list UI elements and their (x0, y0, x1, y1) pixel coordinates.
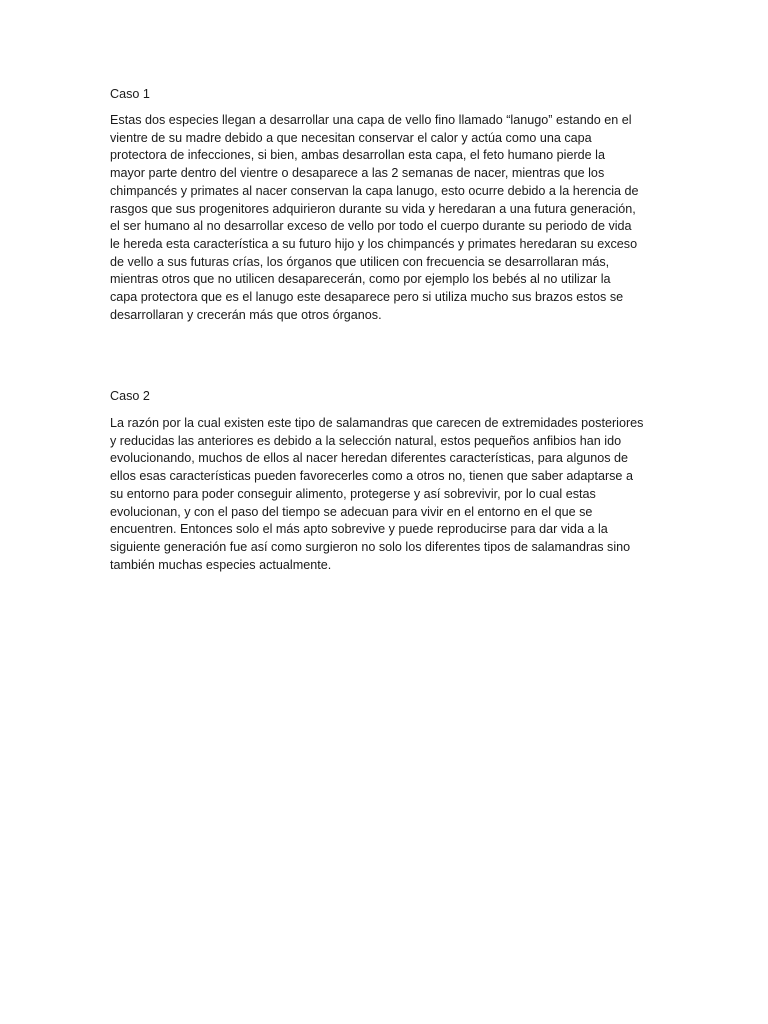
paragraph-line: mientras otros que no utilicen desaparecerán, como por ejemplo los bebés al no utilizar la (110, 272, 611, 287)
paragraph-line: también muchas especies actualmente. (110, 557, 332, 572)
paragraph-line: capa protectora que es el lanugo este desaparece pero si utiliza mucho sus brazos estos se (110, 290, 624, 305)
case-2-paragraph (110, 415, 670, 574)
paragraph-line: de vello a sus futuras crías, los órganos que utilicen con frecuencia se desarrollaran más, (110, 254, 610, 269)
paragraph-line: evolucionan, y con el paso del tiempo se adecuan para vivir en el entorno en el que se (110, 504, 593, 519)
case-1-heading: Caso 1 (110, 87, 150, 101)
paragraph-line: protectora de infecciones, si bien, ambas desarrollan esta capa, el feto humano pierde la (110, 148, 605, 163)
paragraph-line: La razón por la cual existen este tipo de salamandras que carecen de extremidades posteriores (110, 416, 644, 430)
paragraph-line: su entorno para poder conseguir alimento, protegerse y así sobrevivir, por lo cual estas (110, 486, 596, 501)
paragraph-line: ellos esas características pueden favorecerles como a otros no, tienen que saber adaptarse a (110, 469, 633, 484)
paragraph-line: evolucionando, muchos de ellos al nacer heredan diferentes características, para algunos de (110, 451, 629, 466)
paragraph-line: mayor parte dentro del vientre o desaparece a las 2 semanas de nacer, mientras que los (110, 166, 605, 181)
case-2-heading: Caso 2 (110, 389, 150, 403)
paragraph-line: vientre de su madre debido a que necesitan conservar el calor y actúa como una capa (110, 130, 592, 145)
paragraph-line: el ser humano al no desarrollar exceso de vello por todo el cuerpo durante su periodo de vida (110, 219, 632, 234)
paragraph-line: y reducidas las anteriores es debido a la selección natural, estos pequeños anfibios han ido (110, 433, 622, 448)
paragraph-line: le hereda esta característica a su futuro hijo y los chimpancés y primates heredaran su exceso (110, 236, 638, 251)
paragraph-line: siguiente generación fue así como surgieron no solo los diferentes tipos de salamandras sino (110, 539, 631, 554)
case-1-paragraph (110, 112, 670, 324)
paragraph-line: rasgos que sus progenitores adquirieron durante su vida y heredaran a una futura generación, (110, 201, 636, 216)
paragraph-line: Estas dos especies llegan a desarrollar una capa de vello fino llamado “lanugo” estando en el (110, 113, 632, 127)
paragraph-line: desarrollaran y crecerán más que otros órganos. (110, 307, 382, 322)
paragraph-line: chimpancés y primates al nacer conservan la capa lanugo, esto ocurre debido a la herencia de (110, 183, 639, 198)
paragraph-line: encuentren. Entonces solo el más apto sobrevive y puede reproducirse para dar vida a la (110, 522, 608, 537)
